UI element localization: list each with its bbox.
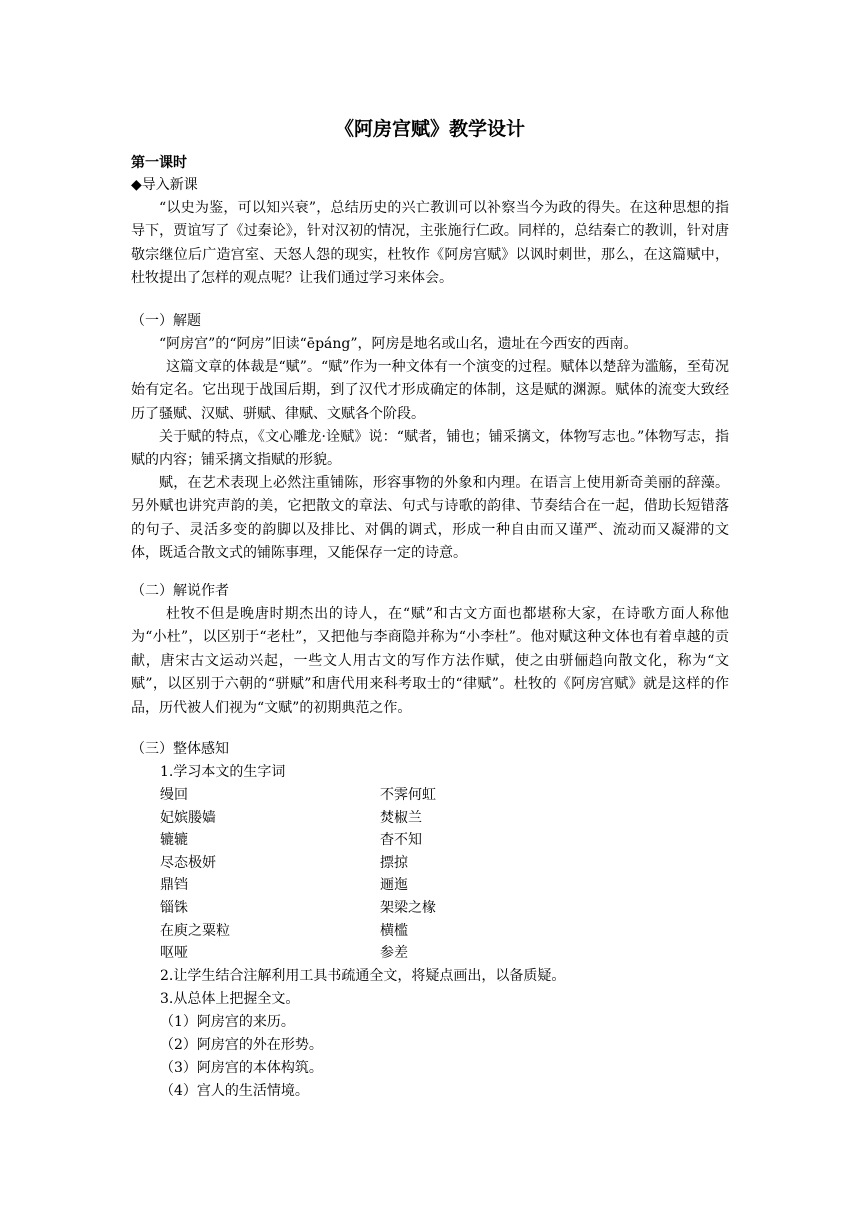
section-1-paragraph-2: 这篇文章的体裁是“赋”。“赋”作为一种文体有一个演变的过程。赋体以楚辞为滥觞，至荀况始有定名。它出现于战国后期，到了汉代才形成确定的体制，这是赋的渊源。赋体的流变大致经历了骚赋、汉赋、骈赋、律赋、文赋各个阶段。: [131, 359, 729, 422]
vocab-word: 参差: [380, 945, 408, 962]
vocab-word: 杳不知: [380, 832, 422, 849]
intro-heading: ◆导入新课: [131, 177, 198, 193]
vocab-word: 摽掠: [380, 854, 408, 871]
vocab-word: 焚椒兰: [380, 809, 422, 826]
vocab-word: 逦迤: [380, 877, 408, 894]
section-2-paragraph-1: 杜牧不但是晚唐时期杰出的诗人，在“赋”和古文方面也都堪称大家，在诗歌方面人称他为“小杜”，以区别于“老杜”，又把他与李商隐并称为“小李杜”。他对赋这种文体也有着卓越的贡献，唐宋古文运动兴起，一些文人用古文的写作方法作赋，使之由骈俪趋向散文化，称为“文赋”，以区别于六朝的“骈赋”和唐代用来科考取士的“律赋”。杜牧的《阿房宫赋》就是这样的作品，历代被人们视为“文赋”的初期典范之作。: [131, 606, 729, 716]
section-3-subitem: （2）阿房宫的外在形势。: [160, 1037, 323, 1053]
section-2-heading: （二）解说作者: [131, 583, 229, 599]
document-title: 《阿房宫赋》教学设计: [334, 118, 525, 140]
vocab-row: [160, 942, 580, 965]
vocab-word: 尽态极妍: [160, 854, 216, 871]
vocab-row: [160, 784, 580, 807]
vocab-word: 架梁之椽: [380, 899, 436, 916]
section-3-item-3: 3.从总体上把握全文。: [160, 991, 300, 1007]
lesson-heading: 第一课时: [131, 155, 187, 171]
section-3-item-2: 2.让学生结合注解利用工具书疏通全文，将疑点画出，以备质疑。: [160, 968, 566, 984]
section-1-heading: （一）解题: [131, 313, 201, 329]
vocab-word: 妃嫔媵嫱: [160, 809, 216, 826]
vocab-word: 鼎铛: [160, 877, 188, 894]
section-1-paragraph-4: 赋，在艺术表现上必然注重铺陈，形容事物的外象和内理。在语言上使用新奇美丽的辞藻。另外赋也讲究声韵的美，它把散文的章法、句式与诗歌的韵律、节奏结合在一起，借助长短错落的句子、灵活多变的韵脚以及排比、对偶的调式，形成一种自由而又谨严、流动而又凝滞的文体，既适合散文式的铺陈事理，又能保存一定的诗意。: [131, 475, 729, 562]
section-3-heading: （三）整体感知: [131, 741, 229, 757]
vocab-word: 横槛: [380, 922, 408, 939]
vocabulary-list: [160, 784, 580, 965]
section-1-paragraph-1: “阿房宫”的“阿房”旧读“ēpáng”，阿房是地名或山名，遗址在今西安的西南。: [159, 336, 638, 352]
vocab-word: 锱铢: [160, 899, 188, 916]
section-3-subitem: （4）宫人的生活情境。: [160, 1083, 309, 1099]
vocab-row: [160, 852, 580, 875]
vocab-row: [160, 897, 580, 920]
section-1-paragraph-3: 关于赋的特点，《文心雕龙·诠赋》说：“赋者，铺也；铺采摛文，体物写志也。”体物写志，指赋的内容；铺采摛文指赋的形貌。: [131, 429, 729, 469]
intro-paragraph: “以史为鉴，可以知兴衰”，总结历史的兴亡教训可以补察当今为政的得失。在这种思想的指导下，贾谊写了《过秦论》，针对汉初的情况，主张施行仁政。同样的，总结秦亡的教训，针对唐敬宗继位后广造宫室、天怒人怨的现实，杜牧作《阿房宫赋》以讽时刺世，那么，在这篇赋中，杜牧提出了怎样的观点呢？让我们通过学习来体会。: [131, 200, 729, 287]
section-3-item-1: 1.学习本文的生字词: [160, 764, 286, 780]
vocab-word: 缦回: [160, 787, 188, 803]
vocab-word: 呕哑: [160, 945, 188, 962]
vocab-word: 不霁何虹: [380, 787, 436, 803]
vocab-row: [160, 807, 580, 830]
section-3-subitem: （3）阿房宫的本体构筑。: [160, 1060, 323, 1076]
vocab-row: [160, 829, 580, 852]
vocab-word: 在庾之粟粒: [160, 922, 230, 939]
vocab-word: 辘辘: [160, 832, 188, 849]
vocab-row: [160, 874, 580, 897]
section-3-subitem: （1）阿房宫的来历。: [160, 1014, 295, 1030]
vocab-row: [160, 920, 580, 943]
